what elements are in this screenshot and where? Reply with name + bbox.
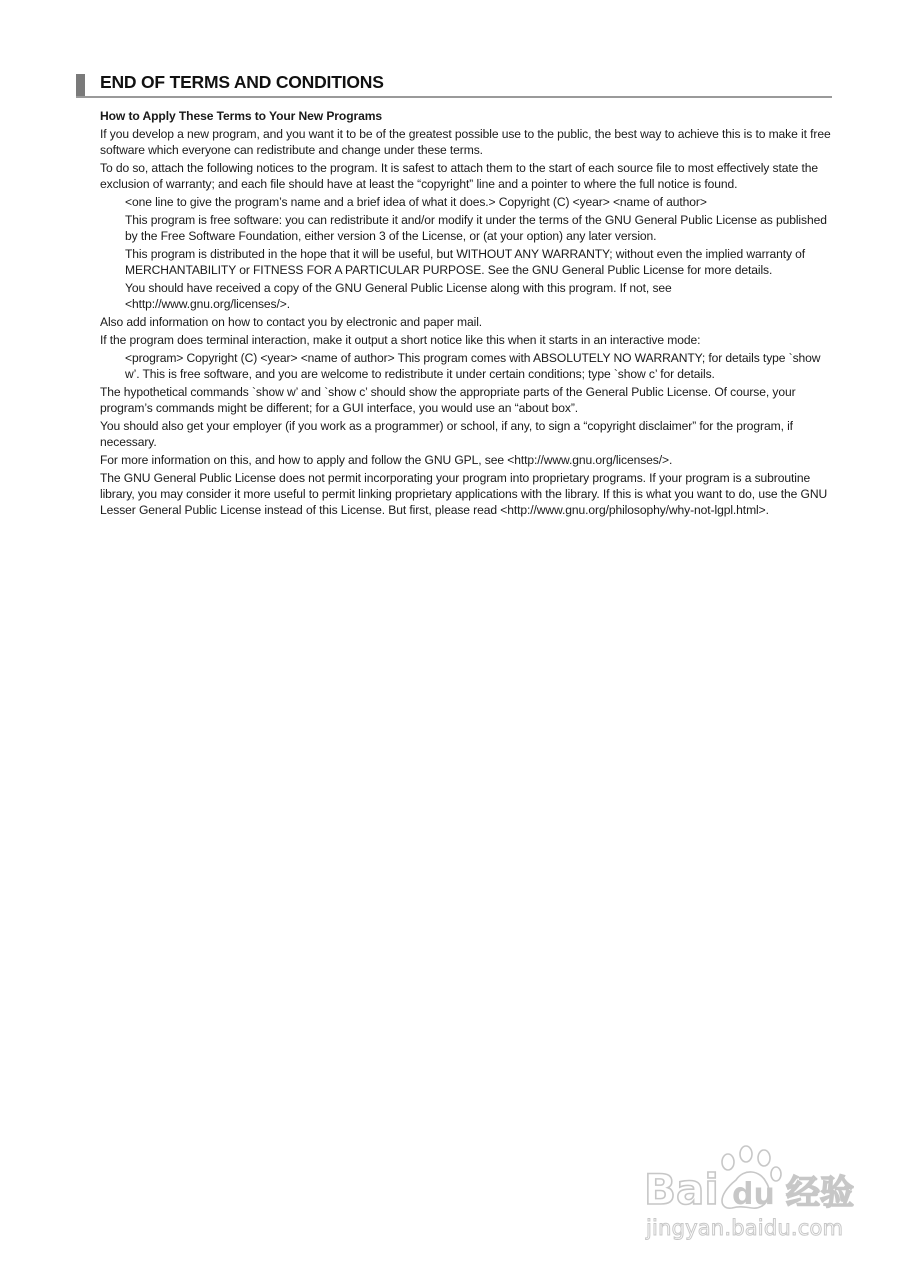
notice-interactive-mode: <program> Copyright (C) <year> <name of author> This program comes with ABSOLUTELY NO WARRANTY; for details type `show w’. This is free software, and you are welcome to redistribute it under certain conditions; type `show c’ for details. [125,351,821,381]
paragraph-lgpl: The GNU General Public License does not permit incorporating your program into proprietary programs. If your program is a subroutine library, you may consider it more useful to permit linking proprietary applications with the library. If this is what you want to do, use the GNU Lesser General Public License instead of this License. But first, please read <http://www.gnu.org/philosophy/why-not-lgpl.html>. [100,471,828,517]
paragraph-attach-notices: To do so, attach the following notices to the program. It is safest to attach them to the start of each source file to most effectively state the exclusion of warranty; and each file should have at least the “copyright” line and a pointer to where the full notice is found. [100,161,819,191]
section-title: END OF TERMS AND CONDITIONS [100,72,384,92]
notice-license-copy: You should have received a copy of the GNU General Public License along with this program. If not, see <http://www.gnu.org/licenses/>. [125,281,672,311]
paragraph-more-information: For more information on this, and how to apply and follow the GNU GPL, see <http://www.gnu.org/licenses/>. [100,453,673,467]
section-heading [76,72,832,98]
brand-text: Bai [644,1165,719,1214]
paragraph-intro: If you develop a new program, and you want it to be of the greatest possible use to the public, the best way to achieve this is to make it free software which everyone can redistribute and change under these terms. [100,127,831,157]
brand-text-du: du [732,1177,775,1212]
notice-free-software: This program is free software: you can redistribute it and/or modify it under the terms of the GNU General Public License as published by the Free Software Foundation, either version 3 of the License, or (at your option) any later version. [125,213,827,243]
baidu-jingyan-watermark [636,1140,866,1250]
notice-no-warranty: This program is distributed in the hope that it will be useful, but WITHOUT ANY WARRANTY; without even the implied warranty of MERCHANTABILITY or FITNESS FOR A PARTICULAR PURPOSE. See the GNU General Public License for more details. [125,247,806,277]
paragraph-hypothetical-commands: The hypothetical commands `show w’ and `show c’ should show the appropriate parts of the General Public License. Of course, your program’s commands might be different; for a GUI interface, you would use an “about box”. [100,385,796,415]
brand-cjk: 经验 [786,1173,854,1213]
baidu-paw-logo [636,1140,866,1220]
paragraph-terminal-interaction: If the program does terminal interaction, make it output a short notice like this when it starts in an interactive mode: [100,333,701,347]
document-body [100,108,834,520]
watermark-url: jingyan.baidu.com [646,1216,844,1240]
heading-underline [76,96,832,98]
notice-copyright-line: <one line to give the program’s name and a brief idea of what it does.> Copyright (C) <year> <name of author> [125,195,707,209]
heading-marker-bar [76,74,85,96]
paragraph-copyright-disclaimer: You should also get your employer (if you work as a programmer) or school, if any, to sign a “copyright disclaimer” for the program, if necessary. [100,419,793,449]
subsection-title: How to Apply These Terms to Your New Programs [100,109,382,123]
paragraph-contact-info: Also add information on how to contact you by electronic and paper mail. [100,315,483,329]
